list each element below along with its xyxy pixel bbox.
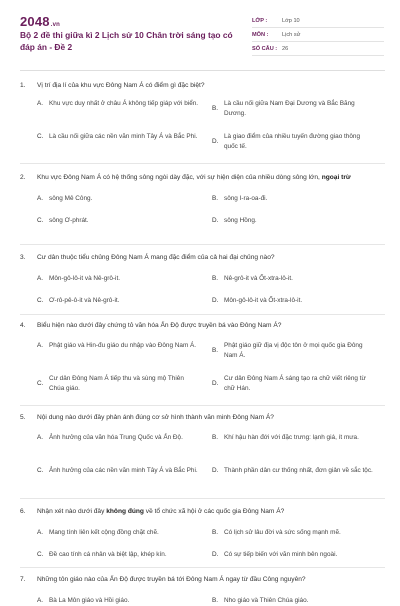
question-text	[20, 321, 385, 331]
option-label: D.	[212, 138, 219, 145]
option-d[interactable]	[212, 466, 374, 476]
option-b[interactable]	[212, 99, 374, 119]
option-label: D.	[212, 551, 219, 558]
meta-key: MÔN :	[252, 31, 269, 38]
question-1	[20, 81, 385, 157]
option-text: Ảnh hưởng của văn hóa Trung Quốc và Ấn Độ.	[49, 434, 183, 441]
option-text: Cư dân Đông Nam Á tiếp thu và sùng mộ Thiên Chúa giáo.	[49, 375, 184, 392]
option-a[interactable]	[37, 99, 199, 109]
question-number: 1.	[20, 82, 26, 89]
option-label: C.	[37, 380, 44, 387]
option-a[interactable]	[37, 341, 199, 351]
option-text: Môn-gô-lô-it và Ốt-xtra-lô-it.	[224, 297, 303, 304]
question-prompt: Những tôn giáo nào của Ấn Độ được truyền bá tới Đông Nam Á ngay từ đầu Công nguyên?	[37, 576, 306, 583]
option-c[interactable]	[37, 550, 209, 560]
option-c[interactable]	[37, 296, 199, 306]
option-text: Môn-gô-lô-it và Nê-grô-it.	[49, 275, 121, 282]
question-prompt	[37, 173, 385, 183]
question-prompt: Vị trí địa lí của khu vực Đông Nam Á có điểm gì đặc biệt?	[37, 82, 205, 89]
prompt-text: Khu vực Đông Nam Á có hệ thống sông ngòi dày đặc, với sự hiện diện của nhiều dòng sông lớn,	[37, 174, 322, 181]
header-divider	[20, 70, 385, 71]
option-text: Cư dân Đông Nam Á sáng tạo ra chữ viết riêng từ chữ Hán.	[224, 375, 366, 392]
question-number: 3.	[20, 254, 26, 261]
options	[37, 191, 385, 225]
prompt-emphasis: không đúng	[106, 508, 144, 515]
meta-value: 26	[282, 45, 289, 52]
option-text: Phật giáo và Hin-đu giáo du nhập vào Đông Nam Á.	[49, 342, 197, 349]
meta-row-count	[252, 42, 384, 56]
question-6	[20, 507, 385, 559]
option-label: D.	[212, 217, 219, 224]
option-label: C.	[37, 467, 44, 474]
site-logo[interactable]	[20, 14, 60, 29]
option-label: B.	[212, 275, 219, 282]
option-label: A.	[37, 597, 44, 604]
option-label: B.	[212, 597, 219, 604]
option-label: D.	[212, 467, 219, 474]
option-text: Đề cao tính cá nhân và biệt lập, khép kín.	[49, 551, 167, 558]
question-text	[20, 81, 385, 91]
option-label: A.	[37, 434, 44, 441]
option-text: sông Hồng.	[224, 217, 257, 224]
question-divider	[20, 163, 385, 164]
question-divider	[20, 498, 385, 499]
question-text	[20, 253, 385, 263]
option-label: B.	[212, 347, 219, 354]
logo-text: 2048	[20, 14, 50, 29]
option-text: Ảnh hưởng của các nền văn minh Tây Á và Bắc Phi.	[49, 467, 198, 474]
options	[37, 99, 385, 157]
question-text	[20, 173, 385, 183]
question-number: 5.	[20, 414, 26, 421]
meta-row-subject	[252, 28, 384, 42]
option-label: B.	[212, 529, 219, 536]
option-b[interactable]	[212, 596, 374, 606]
option-c[interactable]	[37, 132, 199, 142]
options	[37, 593, 385, 605]
question-text	[20, 575, 385, 585]
option-text: Có lịch sử lâu đời và sức sống mạnh mẽ.	[224, 529, 341, 536]
question-prompt: Biểu hiện nào dưới đây chứng tỏ văn hóa Ấn Độ được truyền bá vào Đông Nam Á?	[37, 322, 282, 329]
prompt-text: Nhận xét nào dưới đây	[37, 508, 107, 515]
logo-suffix: .vn	[50, 22, 61, 28]
option-text: Khu vực duy nhất ở châu Á không tiếp giáp với biển.	[49, 100, 199, 107]
option-b[interactable]	[212, 433, 374, 443]
question-text	[20, 507, 385, 517]
question-divider	[20, 405, 385, 406]
option-label: A.	[37, 529, 44, 536]
option-text: sông Ơ-phrát.	[49, 217, 89, 224]
option-d[interactable]	[212, 374, 374, 394]
meta-value: Lớp 10	[282, 17, 300, 24]
option-d[interactable]	[212, 132, 374, 152]
question-divider	[20, 567, 385, 568]
option-text: Khí hậu hàn đới với đặc trưng: lạnh giá, ít mưa.	[224, 434, 359, 441]
option-label: B.	[212, 195, 219, 202]
question-3	[20, 253, 385, 305]
question-number: 4.	[20, 322, 26, 329]
option-text: Là cầu nối giữa các nền văn minh Tây Á và Bắc Phi.	[49, 133, 198, 140]
option-a[interactable]	[37, 596, 199, 606]
option-a[interactable]	[37, 433, 199, 443]
option-d[interactable]	[212, 550, 389, 560]
question-number: 6.	[20, 508, 26, 515]
prompt-text-after: về tổ chức xã hội ở các quốc gia Đông Nam Á?	[143, 508, 285, 515]
meta-key: SỐ CÂU :	[252, 45, 278, 52]
option-text: Là giao điểm của nhiều tuyến đường giao thông quốc tế.	[224, 133, 361, 150]
document-title: Bộ 2 đề thi giữa kì 2 Lịch sử 10 Chân trời sáng tạo có đáp án - Đề 2	[20, 30, 233, 52]
option-label: B.	[212, 434, 219, 441]
question-prompt: Nội dung nào dưới đây phản ánh đúng cơ sở hình thành văn minh Đông Nam Á?	[37, 414, 274, 421]
option-label: C.	[37, 133, 44, 140]
option-text: sông Mê Công.	[49, 195, 93, 202]
question-4	[20, 321, 385, 395]
option-c[interactable]	[37, 466, 199, 476]
question-7	[20, 575, 385, 605]
question-number: 2.	[20, 174, 26, 181]
option-label: B.	[212, 105, 219, 112]
option-label: A.	[37, 342, 44, 349]
option-text: Bà La Môn giáo và Hồi giáo.	[49, 597, 130, 604]
options	[37, 431, 385, 487]
option-label: C.	[37, 217, 44, 224]
prompt-emphasis: ngoại trừ	[321, 174, 351, 181]
option-label: C.	[37, 297, 44, 304]
option-label: D.	[212, 380, 219, 387]
option-label: A.	[37, 100, 44, 107]
question-divider	[20, 244, 385, 245]
option-c[interactable]	[37, 216, 199, 226]
option-label: D.	[212, 297, 219, 304]
option-d[interactable]	[212, 216, 374, 226]
option-d[interactable]	[212, 296, 374, 306]
meta-row-class	[252, 14, 384, 28]
option-label: A.	[37, 195, 44, 202]
option-a[interactable]	[37, 194, 199, 204]
option-text: Nê-grô-it và Ốt-xtra-lô-it.	[224, 275, 293, 282]
question-text	[20, 413, 385, 423]
question-prompt: Cư dân thuộc tiểu chủng Đông Nam Á mang đặc điểm của cả hai đại chủng nào?	[37, 254, 275, 261]
options	[37, 525, 385, 559]
option-b[interactable]	[212, 528, 389, 538]
option-text: Nho giáo và Thiên Chúa giáo.	[224, 597, 309, 604]
option-b[interactable]	[212, 341, 374, 361]
option-text: Thành phần dân cư thống nhất, đơn giản về sắc tộc.	[224, 467, 373, 474]
meta-key: LỚP :	[252, 17, 268, 24]
option-label: C.	[37, 551, 44, 558]
question-number: 7.	[20, 576, 26, 583]
option-text: Có sự tiếp biến với văn minh bên ngoài.	[224, 551, 338, 558]
option-label: A.	[37, 275, 44, 282]
option-c[interactable]	[37, 374, 199, 394]
option-text: sông I-ra-oa-đi.	[224, 195, 268, 202]
question-5	[20, 413, 385, 487]
option-text: Mang tính liên kết cộng đồng chặt chẽ.	[49, 529, 159, 536]
page-header	[0, 0, 400, 66]
option-text: Phật giáo giữ địa vị độc tôn ở mọi quốc gia Đông Nam Á.	[224, 342, 363, 359]
option-text: Ơ-rô-pê-ô-it và Nê-grô-it.	[49, 297, 120, 304]
option-a[interactable]	[37, 274, 199, 284]
question-divider	[20, 314, 385, 315]
question-prompt	[37, 507, 385, 517]
option-b[interactable]	[212, 194, 374, 204]
options	[37, 271, 385, 305]
options	[37, 339, 385, 395]
question-2	[20, 173, 385, 225]
option-b[interactable]	[212, 274, 374, 284]
meta-table	[252, 14, 384, 56]
option-text: Là cầu nối giữa Nam Đại Dương và Bắc Băng Dương.	[224, 100, 355, 117]
meta-value: Lịch sử	[282, 31, 301, 38]
option-a[interactable]	[37, 528, 209, 538]
